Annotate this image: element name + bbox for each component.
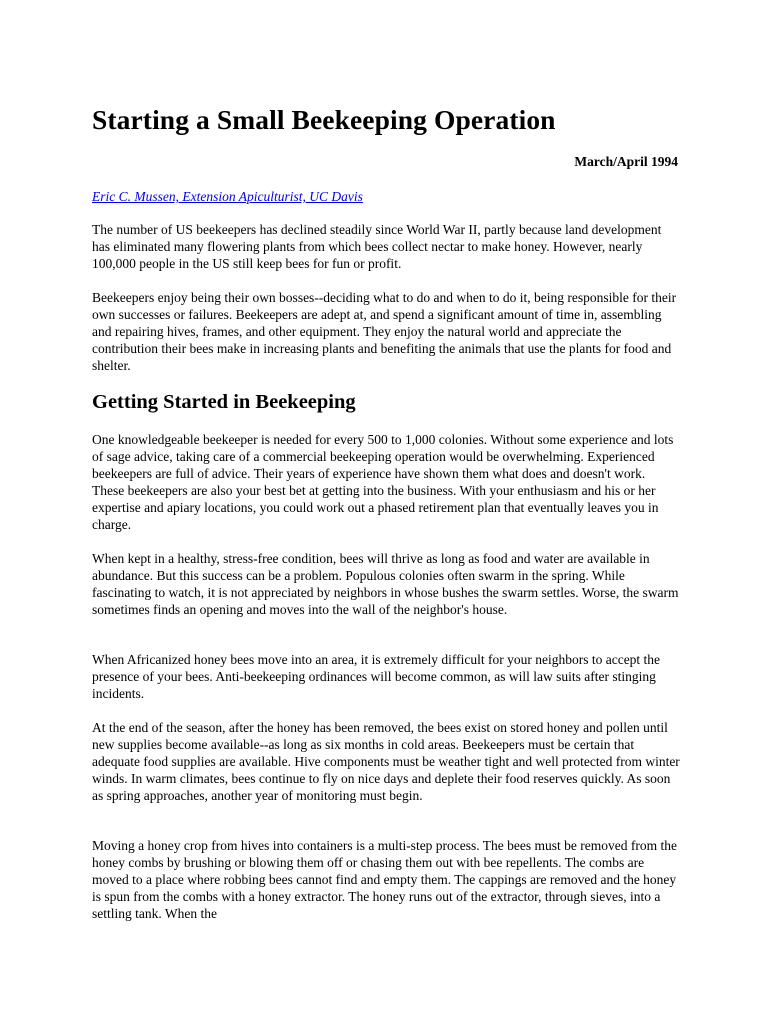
paragraph: At the end of the season, after the honey has been removed, the bees exist on stored honey and pollen until new supplies become available--as long as six months in cold areas. Beekeepers must be certain that adequate food supplies are available. Hive components must be weather tight and well protected from winter winds. In warm climates, bees continue to fly on nice days and deplete their food reserves quickly. As soon as spring approaches, another year of monitoring must begin. [92, 720, 680, 803]
intro-paragraph-2 [92, 289, 680, 374]
paragraph: The number of US beekeepers has declined steadily since World War II, partly because land development has eliminated many flowering plants from which bees collect nectar to make honey. However, nearly 100,000 people in the US still keep bees for fun or profit. [92, 222, 662, 271]
intro-paragraph-1 [92, 221, 680, 272]
section-paragraph-2 [92, 550, 680, 618]
section-paragraph-4 [92, 719, 680, 804]
paragraph: One knowledgeable beekeeper is needed for every 500 to 1,000 colonies. Without some experience and lots of sage advice, taking care of a commercial beekeeping operation would be overwhelming. Experienced beekeepers are full of advice. Their years of experience have shown them what does and doesn't work. These beekeepers are also your best bet at getting into the business. With your enthusiasm and his or her expertise and apiary locations, you could work out a phased retirement plan that eventually leaves you in charge. [92, 432, 674, 532]
section-heading: Getting Started in Beekeeping [92, 391, 356, 413]
paragraph: When kept in a healthy, stress-free condition, bees will thrive as long as food and water are available in abundance. But this success can be a problem. Populous colonies often swarm in the spring. While fascinating to watch, it is not appreciated by neighbors in whose bushes the swarm settles. Worse, the swarm sometimes finds an opening and moves into the wall of the neighbor's house. [92, 551, 679, 617]
section-paragraph-5 [92, 837, 680, 922]
section-paragraph-1 [92, 431, 680, 533]
paragraph: Beekeepers enjoy being their own bosses--deciding what to do and when to do it, being responsible for their own successes or failures. Beekeepers are adept at, and spend a significant amount of time in, assembling and repairing hives, frames, and other equipment. They enjoy the natural world and appreciate the contribution their bees make in increasing plants and benefiting the animals that use the plants for food and shelter. [92, 290, 677, 373]
publication-date: March/April 1994 [574, 154, 678, 169]
author-line [92, 188, 363, 205]
paragraph: Moving a honey crop from hives into containers is a multi-step process. The bees must be removed from the honey combs by brushing or blowing them off or chasing them out with bee repellents. The combs are moved to a place where robbing bees cannot find and empty them. The cappings are removed and the honey is spun from the combs with a honey extractor. The honey runs out of the extractor, through sieves, into a settling tank. When the [92, 838, 677, 921]
section-paragraph-3 [92, 651, 680, 702]
author-link[interactable]: Eric C. Mussen, Extension Apiculturist, UC Davis [92, 189, 363, 204]
paragraph: When Africanized honey bees move into an area, it is extremely difficult for your neighbors to accept the presence of your bees. Anti-beekeeping ordinances will become common, as will law suits after stinging incidents. [92, 652, 661, 701]
page-title: Starting a Small Beekeeping Operation [92, 104, 556, 135]
